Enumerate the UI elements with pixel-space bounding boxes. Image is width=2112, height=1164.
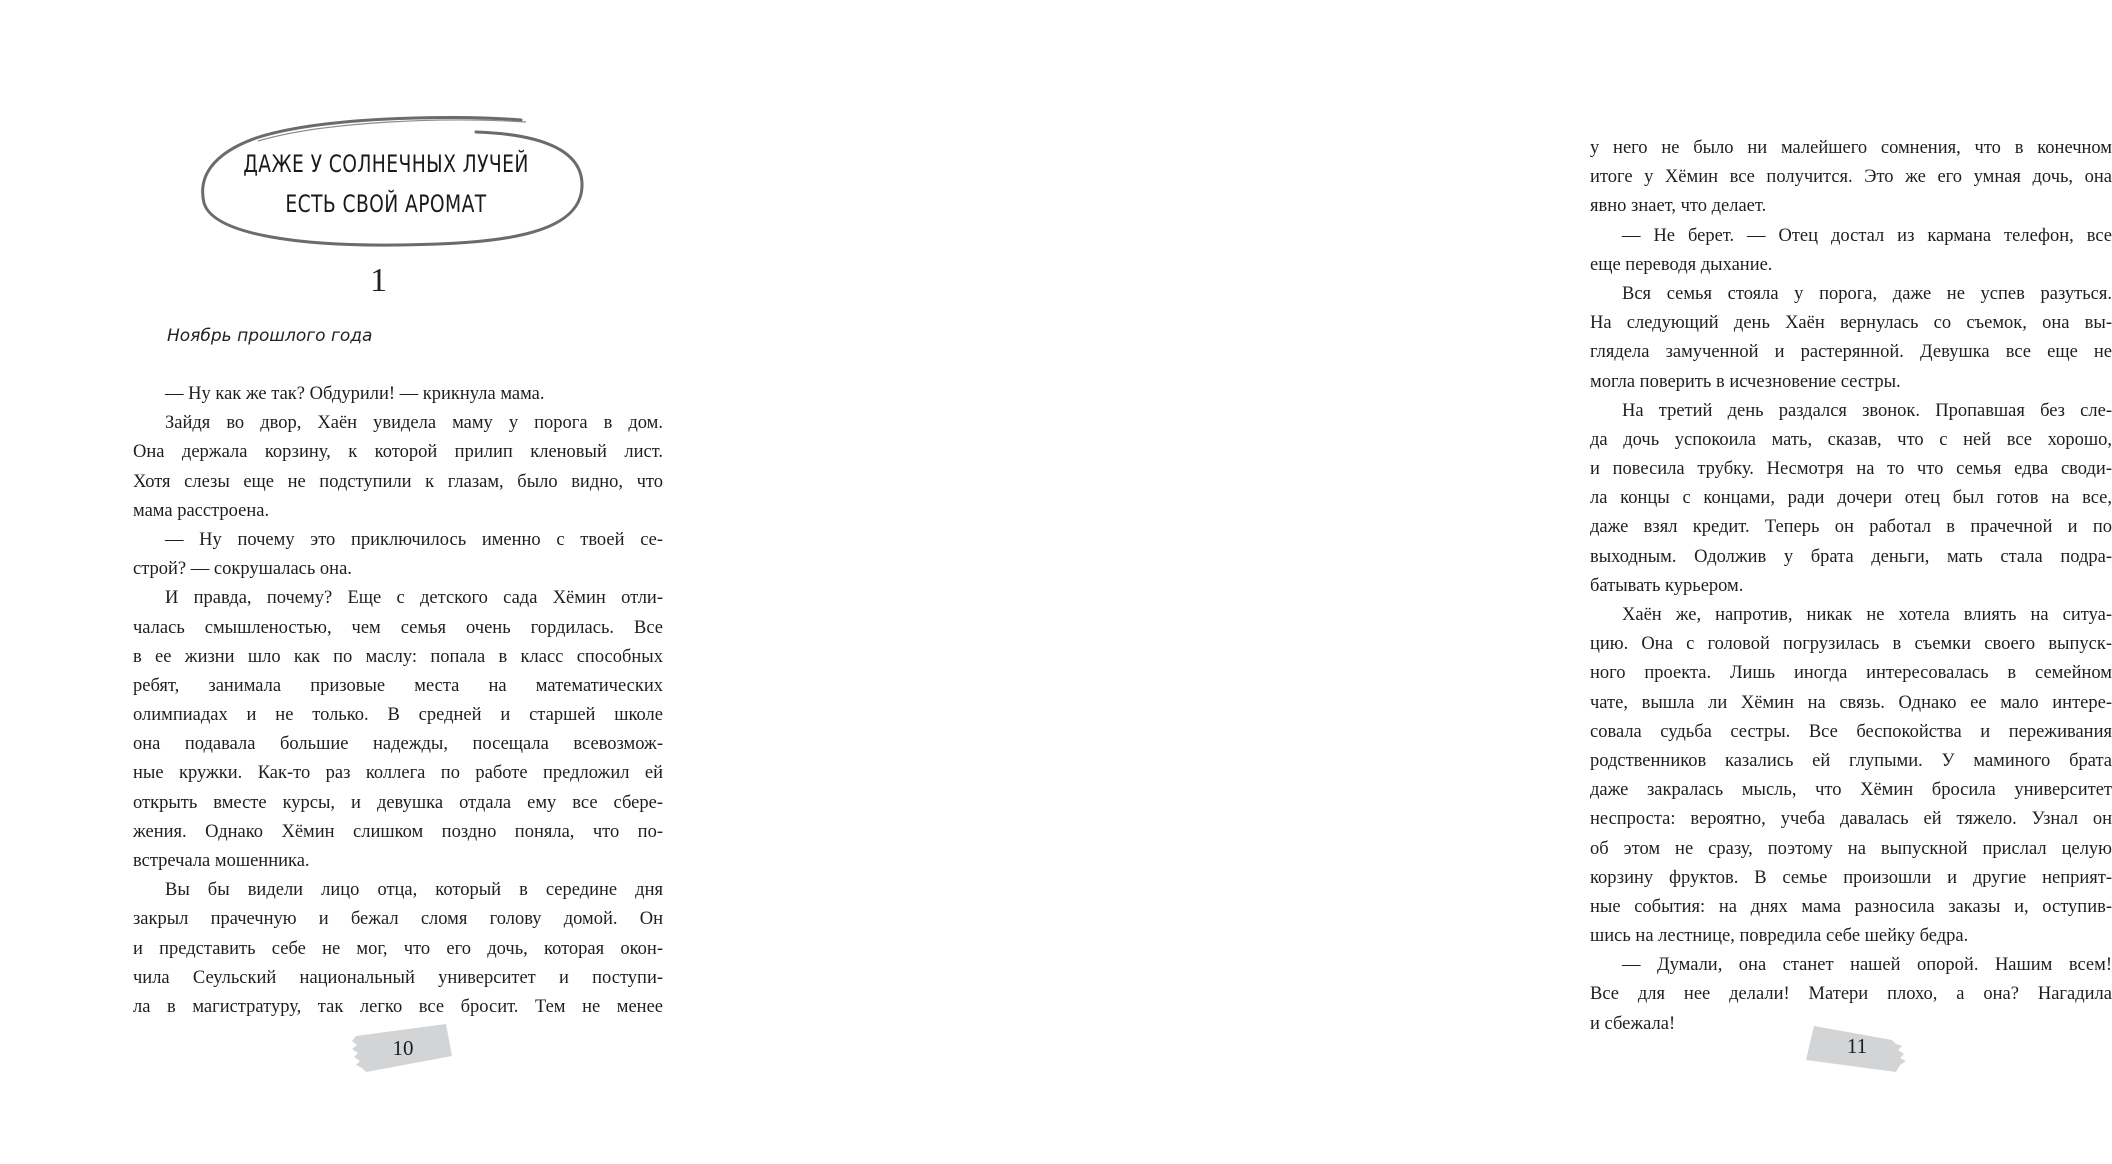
chapter-title-line-2: ЕСТЬ СВОЙ АРОМАТ (285, 190, 487, 218)
text-line: встречала мошенника. (133, 851, 310, 871)
text-line: выходным. Одолжив у брата деньги, мать стала подра- (1590, 546, 2112, 567)
text-line: да дочь успокоила мать, сказав, что с ней все хорошо, (1590, 429, 2112, 450)
text-line: Вся семья стояла у порога, даже не успев разуться. (1622, 283, 2112, 304)
page-number-tag-right (1802, 1018, 1912, 1074)
text-line: Зайдя во двор, Хаён увидела маму у порога в дом. (165, 413, 663, 434)
page-number-tag-left (348, 1022, 458, 1078)
text-line: — Ну как же так? Обдурили! — крикнула мама. (165, 384, 545, 404)
text-line: На третий день раздался звонок. Пропавшая без сле- (1622, 400, 2112, 421)
text-line: она подавала большие надежды, посещала всевозмож- (133, 734, 663, 755)
left-page-body-text (133, 380, 663, 1022)
left-page (0, 0, 750, 1164)
text-line: об этом не сразу, поэтому на выпускной прислал целую (1590, 838, 2112, 859)
chapter-title-line-1: ДАЖЕ У СОЛНЕЧНЫХ ЛУЧЕЙ (243, 150, 529, 178)
chapter-number: 1 (370, 262, 387, 299)
text-line: — Ну почему это приключилось именно с твоей се- (165, 529, 663, 550)
chapter-title (238, 144, 534, 224)
text-line: Вы бы видели лицо отца, который в середине дня (165, 880, 663, 901)
text-line: неспроста: вероятно, учеба давалась ей тяжело. Узнал он (1590, 809, 2112, 830)
text-line: Хаён же, напротив, никак не хотела влиять на ситуа- (1622, 605, 2112, 625)
text-line: даже взял кредит. Теперь он работал в прачечной и по (1590, 517, 2112, 538)
right-page (750, 0, 2112, 1164)
text-line: даже закралась мысль, что Хёмин бросила университет (1590, 780, 2112, 801)
text-line: корзину фруктов. В семье произошли и другие неприят- (1590, 867, 2112, 888)
text-line: итоге у Хёмин все получится. Это же его умная дочь, она (1590, 167, 2112, 188)
text-line: ные кружки. Как-то раз коллега по работе предложил ей (133, 763, 663, 784)
text-line: явно знает, что делает. (1590, 196, 1767, 217)
text-line: ные события: на днях мама разносила заказы и, оступив- (1590, 896, 2112, 917)
text-line: у него не было ни малейшего сомнения, что в конечном (1590, 138, 2112, 158)
right-page-body-text (1590, 134, 2112, 1039)
text-line: ребят, занимала призовые места на математических (133, 675, 663, 696)
text-line: чате, вышла ли Хёмин на связь. Однако ее мало интере- (1590, 692, 2112, 713)
page-number: 10 (392, 1036, 414, 1060)
text-line: батывать курьером. (1590, 575, 1744, 596)
text-line: глядела замученной и растерянной. Девушка все еще не (1590, 342, 2112, 363)
text-line: — Думали, она станет нашей опорой. Нашим всем! (1622, 955, 2112, 976)
text-line: Хотя слезы еще не подступили к глазам, было видно, что (133, 471, 663, 492)
text-line: шись на лестнице, повредила себе шейку бедра. (1590, 926, 1969, 947)
text-line: совала судьба сестры. Все беспокойства и переживания (1590, 721, 2112, 742)
text-line: родственников казались ей глупыми. У маминого брата (1590, 750, 2112, 771)
text-line: На следующий день Хаён вернулась со съемок, она вы- (1590, 313, 2112, 334)
chapter-epigraph: Ноябрь прошлого года (167, 326, 373, 346)
text-line: могла поверить в исчезновение сестры. (1590, 371, 1901, 392)
text-line: и сбежала! (1590, 1013, 1676, 1034)
text-line: строй? — сокрушалась она. (133, 559, 352, 580)
text-line: ного проекта. Лишь иногда интересовалась в семейном (1590, 663, 2112, 684)
chapter-title-oval (196, 108, 576, 248)
text-line: Все для нее делали! Матери плохо, а она? Нагадила (1590, 984, 2112, 1005)
text-line: и повесила трубку. Несмотря на то что семья едва своди- (1590, 459, 2112, 480)
page-number: 11 (1846, 1034, 1868, 1058)
text-line: жения. Однако Хёмин слишком поздно поняла, что по- (133, 821, 663, 842)
text-line: открыть вместе курсы, и девушка отдала ему все сбере- (133, 792, 663, 813)
text-line: — Не берет. — Отец достал из кармана телефон, все (1622, 225, 2112, 246)
text-line: цию. Она с головой погрузилась в съемки своего выпуск- (1590, 634, 2112, 655)
text-line: Она держала корзину, к которой прилип кленовый лист. (133, 442, 663, 463)
text-line: закрыл прачечную и бежал сломя голову домой. Он (133, 909, 663, 930)
text-line: И правда, почему? Еще с детского сада Хёмин отли- (165, 588, 663, 609)
text-line: чалась смышленостью, чем семья очень гордилась. Все (133, 617, 663, 638)
text-line: чила Сеульский национальный университет и поступи- (133, 967, 663, 988)
text-line: ла в магистратуру, так легко все бросит. Тем не менее (133, 996, 663, 1017)
text-line: мама расстроена. (133, 500, 270, 521)
text-line: еще переводя дыхание. (1590, 254, 1773, 275)
text-line: и представить себе не мог, что его дочь, которая окон- (133, 938, 663, 959)
text-line: в ее жизни шло как по маслу: попала в класс способных (133, 646, 663, 667)
text-line: ла концы с концами, ради дочери отец был готов на все, (1590, 488, 2112, 509)
text-line: олимпиадах и не только. В средней и старшей школе (133, 705, 663, 726)
